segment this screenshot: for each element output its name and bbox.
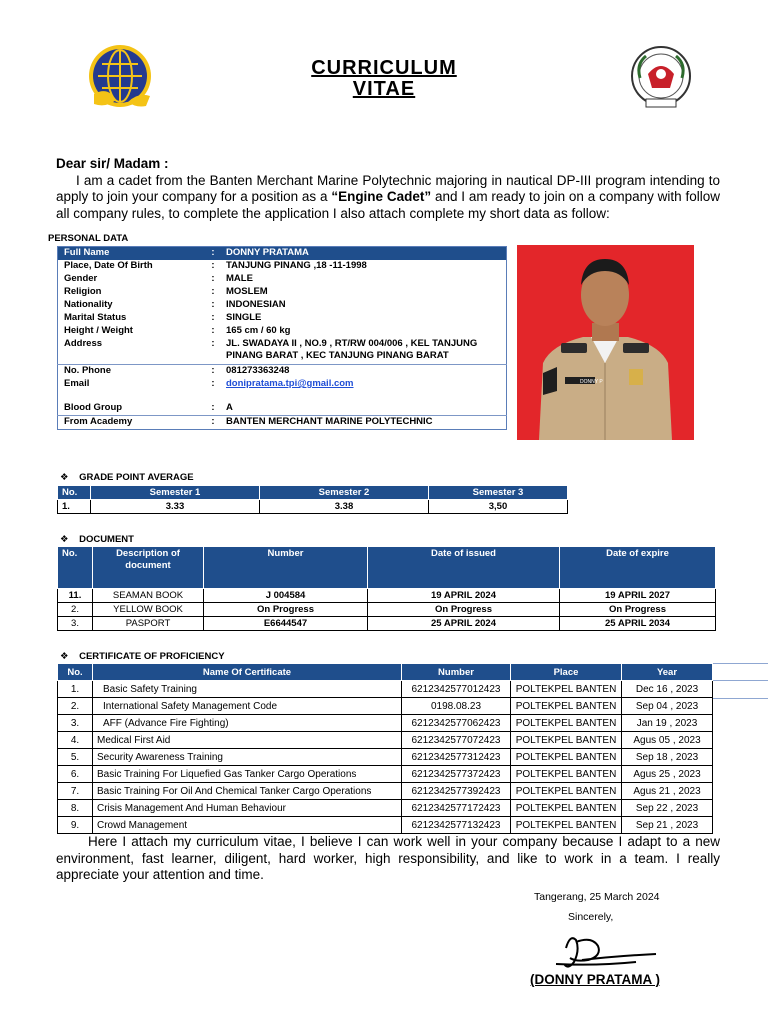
field-label: Address: [64, 338, 103, 349]
table-cell: Sep 21 , 2023: [622, 817, 713, 834]
table-cell: On Progress: [368, 603, 560, 617]
position-applied: “Engine Cadet”: [331, 189, 432, 204]
table-header-row: [58, 486, 568, 500]
field-value: A: [226, 402, 233, 413]
signature-icon: [536, 930, 666, 972]
place-date: Tangerang, 25 March 2024: [534, 891, 660, 903]
field-value: JL. SWADAYA II , NO.9 , RT/RW 004/006 , KEL TANJUNG PINANG BARAT , KEC TANJUNG PINANG BARAT: [226, 338, 478, 361]
table-cell: POLTEKPEL BANTEN: [511, 766, 622, 783]
table-cell: Sep 22 , 2023: [622, 800, 713, 817]
gpa-label-text: GRADE POINT AVERAGE: [79, 472, 194, 483]
certificate-table: [57, 663, 713, 834]
table-cell: 6212342577012423: [402, 681, 511, 698]
table-header-row: [58, 664, 713, 681]
field-separator: :: [204, 247, 222, 261]
table-cell: PASPORT: [93, 617, 204, 631]
table-cell: 3.: [58, 617, 93, 631]
column-header: No.: [58, 547, 93, 589]
table-cell: POLTEKPEL BANTEN: [511, 783, 622, 800]
table-cell: Agus 25 , 2023: [622, 766, 713, 783]
table-cell: 6212342577312423: [402, 749, 511, 766]
field-label: Gender: [64, 273, 98, 284]
intro-text-end: and I am ready to join on a company with follow all company rules, to complete the application I also attach complete my short data as follow:: [56, 189, 721, 221]
table-cell: Jan 19 , 2023: [622, 715, 713, 732]
table-row: [58, 338, 507, 365]
table-row: [58, 603, 716, 617]
table-row: [58, 617, 716, 631]
table-cell: 6.: [58, 766, 93, 783]
table-cell: POLTEKPEL BANTEN: [511, 817, 622, 834]
table-row: [58, 698, 713, 715]
table-cell: Basic Training For Liquefied Gas Tanker Cargo Operations: [93, 766, 402, 783]
page-title: CURRICULUM VITAE: [311, 57, 457, 100]
field-separator: :: [211, 338, 215, 349]
table-row: [58, 416, 507, 430]
table-cell: 0198.08.23: [402, 698, 511, 715]
table-row: [58, 681, 713, 698]
personal-data-label: PERSONAL DATA: [48, 233, 129, 244]
table-cell: J 004584: [204, 589, 368, 603]
table-cell: E6644547: [204, 617, 368, 631]
field-separator: :: [211, 402, 215, 413]
table-cell: 1.: [58, 500, 91, 514]
column-header: Number: [402, 664, 511, 681]
field-label: From Academy: [58, 416, 205, 430]
table-extension-line: [713, 680, 768, 681]
table-row: [58, 766, 713, 783]
table-cell: 11.: [58, 589, 93, 603]
field-separator: :: [211, 260, 215, 271]
table-row: [58, 365, 507, 379]
table-cell: 9.: [58, 817, 93, 834]
table-cell: Agus 05 , 2023: [622, 732, 713, 749]
table-row: [58, 800, 713, 817]
table-cell: 1.: [58, 681, 93, 698]
table-row: [58, 715, 713, 732]
field-separator: :: [211, 286, 215, 297]
table-cell: 19 APRIL 2027: [560, 589, 716, 603]
table-cell: 6212342577062423: [402, 715, 511, 732]
table-cell: Sep 04 , 2023: [622, 698, 713, 715]
column-header: No.: [58, 486, 91, 500]
salutation: Dear sir/ Madam :: [56, 156, 169, 171]
column-header: No.: [58, 664, 93, 681]
field-value: INDONESIAN: [226, 299, 286, 310]
field-label: Religion: [64, 286, 102, 297]
column-header: Place: [511, 664, 622, 681]
table-cell: Security Awareness Training: [93, 749, 402, 766]
table-cell: Dec 16 , 2023: [622, 681, 713, 698]
table-cell: 6212342577072423: [402, 732, 511, 749]
table-cell: POLTEKPEL BANTEN: [511, 715, 622, 732]
field-label: Marital Status: [64, 312, 127, 323]
field-separator: :: [204, 365, 222, 379]
table-cell: POLTEKPEL BANTEN: [511, 698, 622, 715]
table-cell: On Progress: [560, 603, 716, 617]
field-value: BANTEN MERCHANT MARINE POLYTECHNIC: [222, 416, 507, 430]
intro-text-start: I am a cadet from the Banten Merchant Marine Polytechnic majoring in nautical DP-III program intending to apply to join your company for a position as a: [56, 172, 720, 204]
table-cell: 6212342577392423: [402, 783, 511, 800]
field-separator: :: [211, 378, 215, 389]
column-header: Description of document: [93, 547, 204, 589]
profile-photo: [517, 245, 694, 440]
table-cell: International Safety Management Code: [93, 698, 402, 715]
table-row: [58, 273, 507, 286]
personal-data-table: [57, 246, 507, 430]
table-cell: 3.33: [91, 500, 260, 514]
certificate-label-text: CERTIFICATE OF PROFICIENCY: [79, 651, 225, 662]
table-row: [58, 817, 713, 834]
table-extension-lines: [713, 663, 768, 699]
sincerely: Sincerely,: [568, 911, 614, 923]
field-label: No. Phone: [58, 365, 205, 379]
table-cell: 4.: [58, 732, 93, 749]
banten-polytechnic-emblem-icon: [626, 44, 696, 110]
table-cell: 6212342577132423: [402, 817, 511, 834]
table-row: [58, 749, 713, 766]
table-cell: Sep 18 , 2023: [622, 749, 713, 766]
field-label: Height / Weight: [64, 325, 133, 336]
table-row: [58, 325, 507, 338]
field-separator: :: [211, 273, 215, 284]
closing-paragraph: Here I attach my curriculum vitae, I believe I can work well in your company because I adapt to a new environment, fast learner, diligent, hard worker, high responsibility, and like to work in a team. I really appreciate your attention and time.: [56, 834, 720, 882]
field-separator: :: [211, 312, 215, 323]
column-header: Semester 3: [429, 486, 568, 500]
table-cell: 3.38: [260, 500, 429, 514]
table-cell: POLTEKPEL BANTEN: [511, 749, 622, 766]
table-row: [58, 247, 507, 261]
field-value: 165 cm / 60 kg: [226, 325, 291, 336]
table-cell: 2.: [58, 698, 93, 715]
field-value: MALE: [226, 273, 253, 284]
table-cell: 7.: [58, 783, 93, 800]
field-value: SINGLE: [226, 312, 262, 323]
field-separator: :: [211, 325, 215, 336]
table-cell: Agus 21 , 2023: [622, 783, 713, 800]
table-cell: POLTEKPEL BANTEN: [511, 732, 622, 749]
table-cell: POLTEKPEL BANTEN: [511, 681, 622, 698]
table-header-row: [58, 547, 716, 589]
table-cell: 6212342577372423: [402, 766, 511, 783]
table-row: [58, 783, 713, 800]
field-value: MOSLEM: [226, 286, 268, 297]
field-label: Email: [64, 378, 90, 389]
signatory-name: (DONNY PRATAMA ): [530, 972, 660, 987]
intro-paragraph: [56, 173, 720, 223]
column-header: Semester 2: [260, 486, 429, 500]
table-row: [58, 378, 507, 402]
column-header: Year: [622, 664, 713, 681]
column-header: Date of issued: [368, 547, 560, 589]
table-row: [58, 589, 716, 603]
table-cell: YELLOW BOOK: [93, 603, 204, 617]
table-cell: 8.: [58, 800, 93, 817]
column-header: Date of expire: [560, 547, 716, 589]
table-cell: AFF (Advance Fire Fighting): [93, 715, 402, 732]
table-cell: 6212342577172423: [402, 800, 511, 817]
column-header: Name Of Certificate: [93, 664, 402, 681]
table-cell: On Progress: [204, 603, 368, 617]
table-cell: 25 APRIL 2034: [560, 617, 716, 631]
column-header: Number: [204, 547, 368, 589]
field-value: DONNY PRATAMA: [222, 247, 507, 261]
table-row: [58, 500, 568, 514]
table-cell: 3.: [58, 715, 93, 732]
table-row: [58, 260, 507, 273]
field-value: 081273363248: [222, 365, 507, 379]
table-row: [58, 312, 507, 325]
field-label: Full Name: [58, 247, 205, 261]
field-value: TANJUNG PINANG ,18 -11-1998: [226, 260, 367, 271]
table-cell: 2.: [58, 603, 93, 617]
table-cell: 19 APRIL 2024: [368, 589, 560, 603]
document-label: ❖ DOCUMENT: [60, 534, 134, 545]
column-header: Semester 1: [91, 486, 260, 500]
table-cell: Basic Safety Training: [93, 681, 402, 698]
intro-letter: [56, 156, 720, 222]
gpa-table: [57, 485, 568, 514]
table-cell: 5.: [58, 749, 93, 766]
gpa-label: ❖ GRADE POINT AVERAGE: [60, 472, 194, 483]
table-row: [58, 402, 507, 416]
table-cell: Basic Training For Oil And Chemical Tanker Cargo Operations: [93, 783, 402, 800]
table-cell: 25 APRIL 2024: [368, 617, 560, 631]
field-separator: :: [211, 299, 215, 310]
document-label-text: DOCUMENT: [79, 534, 134, 545]
document-table: [57, 546, 716, 631]
table-row: [58, 299, 507, 312]
field-label: Blood Group: [64, 402, 123, 413]
table-row: [58, 732, 713, 749]
table-cell: SEAMAN BOOK: [93, 589, 204, 603]
table-cell: Crisis Management And Human Behaviour: [93, 800, 402, 817]
table-row: [58, 286, 507, 299]
field-separator: :: [204, 416, 222, 430]
certificate-label: ❖ CERTIFICATE OF PROFICIENCY: [60, 651, 225, 662]
table-cell: Crowd Management: [93, 817, 402, 834]
field-label: Nationality: [64, 299, 113, 310]
table-cell: POLTEKPEL BANTEN: [511, 800, 622, 817]
field-label: Place, Date Of Birth: [64, 260, 153, 271]
table-cell: Medical First Aid: [93, 732, 402, 749]
cadet-portrait-icon: [517, 245, 694, 440]
email-link[interactable]: donipratama.tpi@gmail.com: [226, 378, 354, 389]
table-cell: 3,50: [429, 500, 568, 514]
name-tag: DONNY P: [580, 379, 603, 385]
ministry-of-transportation-logo-icon: [86, 42, 154, 112]
